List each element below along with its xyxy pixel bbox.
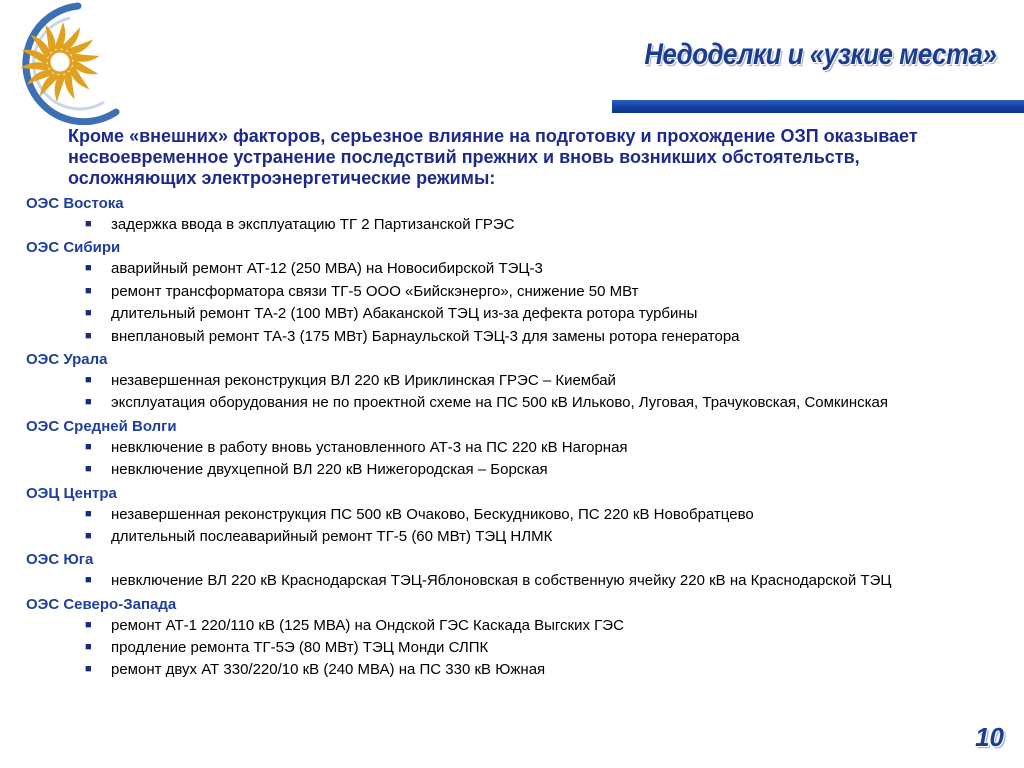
list-item-text: внеплановый ремонт ТА-3 (175 МВт) Барнаульской ТЭЦ-3 для замены ротора генератора xyxy=(111,327,740,345)
list-item-text: продление ремонта ТГ-5Э (80 МВт) ТЭЦ Монди СЛПК xyxy=(111,639,489,657)
list-item-text: ремонт трансформатора связи ТГ-5 ООО «Бийскэнерго», снижение 50 МВт xyxy=(111,282,639,300)
page-number: 10 xyxy=(975,722,1004,752)
list-item-text: длительный послеаварийный ремонт ТГ-5 (60 МВт) ТЭЦ НЛМК xyxy=(111,527,553,545)
list-item xyxy=(26,327,1001,346)
list-item xyxy=(26,616,1001,635)
square-bullet-icon: ■ xyxy=(85,529,92,542)
square-bullet-icon: ■ xyxy=(85,663,92,676)
title-accent-bar xyxy=(612,100,1024,113)
list-item-text: незавершенная реконструкция ВЛ 220 кВ Ириклинская ГРЭС – Киембай xyxy=(111,371,616,389)
list-item-text: эксплуатация оборудования не по проектной схеме на ПС 500 кВ Ильково, Луговая, Трачуковская, Сомкинская xyxy=(111,394,889,412)
section-title: ОЭС Юга xyxy=(26,551,94,569)
square-bullet-icon: ■ xyxy=(85,396,92,409)
list-item-text: невключение ВЛ 220 кВ Краснодарская ТЭЦ-Яблоновская в собственную ячейку 220 кВ на Краснодарской ТЭЦ xyxy=(111,572,892,590)
list-item xyxy=(26,304,1001,323)
list-item xyxy=(26,505,1001,524)
list-item-text: ремонт двух АТ 330/220/10 кВ (240 МВА) на ПС 330 кВ Южная xyxy=(111,661,546,679)
list-item xyxy=(26,460,1001,479)
square-bullet-icon: ■ xyxy=(85,218,92,230)
sections-list xyxy=(26,193,1001,683)
list-item-text: невключение в работу вновь установленного АТ-3 на ПС 220 кВ Нагорная xyxy=(111,438,628,456)
section-title: ОЭС Урала xyxy=(26,350,108,368)
square-bullet-icon: ■ xyxy=(85,373,92,386)
company-logo xyxy=(0,0,120,125)
list-item-text: длительный ремонт ТА-2 (100 МВт) Абаканской ТЭЦ из-за дефекта ротора турбины xyxy=(111,305,698,323)
list-item xyxy=(26,638,1001,657)
list-item-text: незавершенная реконструкция ПС 500 кВ Очаково, Бескудниково, ПС 220 кВ Новобратцево xyxy=(111,505,754,523)
section-title: ОЭС Востока xyxy=(26,195,124,212)
square-bullet-icon: ■ xyxy=(85,574,92,587)
list-item xyxy=(26,527,1001,546)
section-title: ОЭС Сибири xyxy=(26,239,121,257)
square-bullet-icon: ■ xyxy=(85,262,92,275)
square-bullet-icon: ■ xyxy=(85,329,92,342)
list-item xyxy=(26,282,1001,301)
list-item xyxy=(26,393,1001,412)
list-item xyxy=(26,215,1001,234)
section-title: ОЭС Северо-Запада xyxy=(26,595,177,613)
list-item-text: ремонт АТ-1 220/110 кВ (125 МВА) на Ондской ГЭС Каскада Выгских ГЭС xyxy=(111,616,624,634)
list-item xyxy=(26,660,1001,679)
square-bullet-icon: ■ xyxy=(85,507,92,520)
square-bullet-icon: ■ xyxy=(85,440,92,453)
slide-title: Недоделки и «узкие места» xyxy=(643,38,996,71)
section-title: ОЭЦ Центра xyxy=(26,484,117,502)
intro-paragraph: Кроме «внешних» факторов, серьезное влияние на подготовку и прохождение ОЗП оказывает несвоевременное устранение последствий прежних и вновь возникших обстоятельств, осложняющих электроэнергетические режимы: xyxy=(68,126,918,188)
square-bullet-icon: ■ xyxy=(85,618,92,631)
list-item-text: аварийный ремонт АТ-12 (250 МВА) на Новосибирской ТЭЦ-3 xyxy=(111,260,543,278)
section-title: ОЭС Средней Волги xyxy=(26,417,177,435)
square-bullet-icon: ■ xyxy=(85,307,92,320)
list-item-text: задержка ввода в эксплуатацию ТГ 2 Партизанской ГРЭС xyxy=(111,216,515,233)
square-bullet-icon: ■ xyxy=(85,284,92,297)
list-item xyxy=(26,438,1001,457)
square-bullet-icon: ■ xyxy=(85,641,92,654)
list-item-text: невключение двухцепной ВЛ 220 кВ Нижегородская – Борская xyxy=(111,461,548,479)
list-item xyxy=(26,371,1001,390)
list-item xyxy=(26,571,1001,590)
square-bullet-icon: ■ xyxy=(85,463,92,476)
list-item xyxy=(26,259,1001,278)
